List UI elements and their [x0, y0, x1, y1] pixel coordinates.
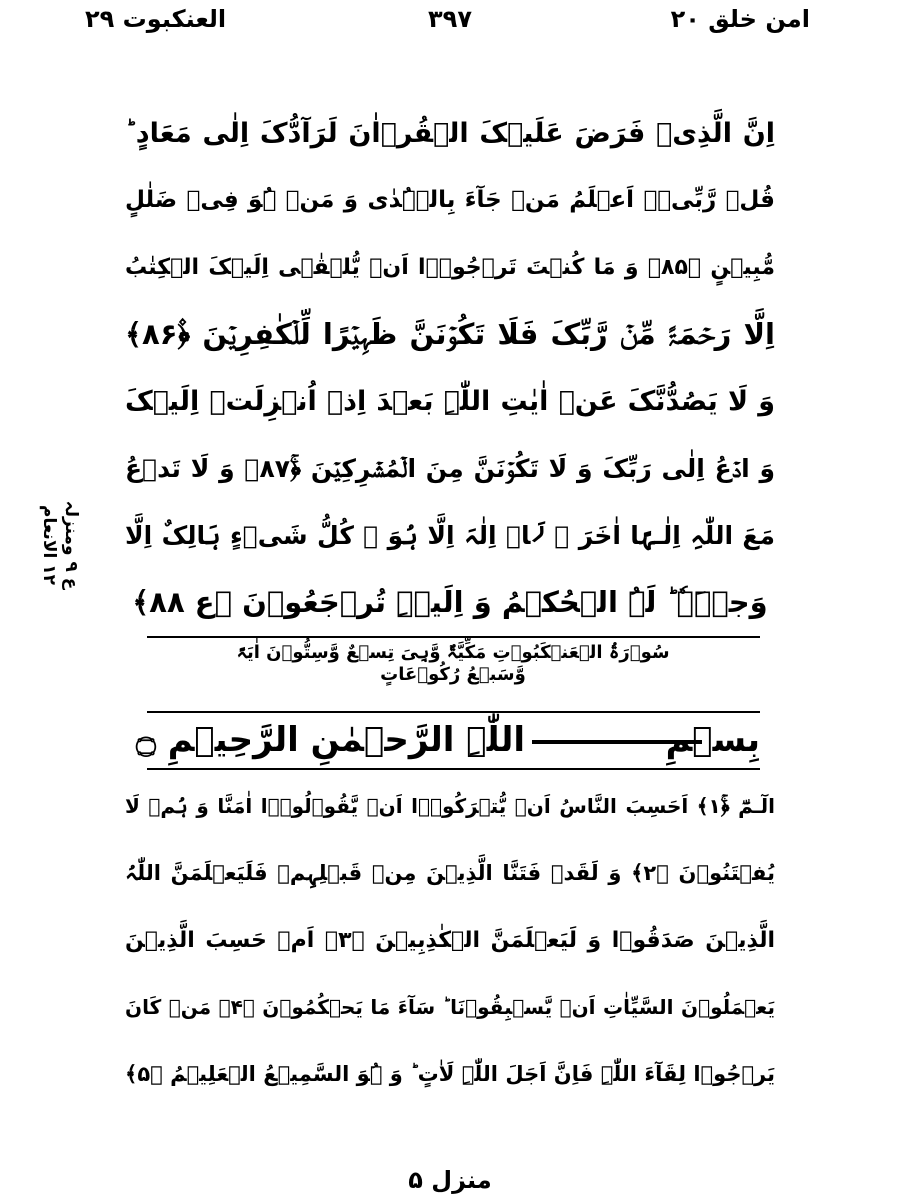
page-number: ٣٩٧	[428, 5, 472, 33]
verse-line: اِنَّ الَّذِیۡ فَرَضَ عَلَیۡکَ الۡقُرۡاٰنَ لَرَآدُّکَ اِلٰی مَعَادٍ ؕ	[125, 118, 775, 149]
verse-line: یَرۡجُوۡا لِقَآءَ اللّٰہِ فَاِنَّ اَجَلَ اللّٰہِ لَاٰتٍ ؕ وَ ہُوَ السَّمِیۡعُ الۡعَلِیۡمُ ﴿۵﴾	[125, 1062, 775, 1086]
verses-block-bottom	[125, 773, 775, 1108]
ruku-margin-note	[30, 480, 90, 610]
verse-line: وَ لَا یَصُدُّنَّکَ عَنۡ اٰیٰتِ اللّٰہِ بَعۡدَ اِذۡ اُنۡزِلَتۡ اِلَیۡکَ	[125, 386, 775, 417]
verse-line: مُّبِیۡنٍ ﴿۸۵﴾ وَ مَا کُنۡتَ تَرۡجُوۡۤا اَنۡ یُّلۡقٰۤی اِلَیۡکَ الۡکِتٰبُ	[125, 255, 775, 280]
verse-line: یُفۡتَنُوۡنَ ﴿۲﴾ وَ لَقَدۡ فَتَنَّا الَّذِیۡنَ مِنۡ قَبۡلِہِمۡ فَلَیَعۡلَمَنَّ اللّٰہُ	[125, 861, 775, 885]
page-header	[0, 0, 900, 40]
verse-line: مَعَ اللّٰہِ اِلٰـہًا اٰخَرَ ۘ لَاۤ اِلٰہَ اِلَّا ہُوَ ۟ کُلُّ شَیۡءٍ ہَالِکٌ اِلَّا	[125, 521, 775, 550]
manzil-footer: منزل ۵	[408, 1166, 492, 1194]
ruku-note-line-2: ۱۲ الانعام	[39, 504, 59, 585]
basmala-elongation	[532, 740, 702, 744]
divider-bottom	[147, 768, 760, 770]
verse-line: قُلۡ رَّبِّیۡۤ اَعۡلَمُ مَنۡ جَآءَ بِالۡہُدٰی وَ مَنۡ ہُوَ فِیۡ ضَلٰلٍ	[125, 187, 775, 213]
para-name: امن خلق ٢٠	[670, 5, 810, 33]
surah-title-banner	[150, 642, 756, 706]
divider-top	[147, 636, 760, 638]
verses-block-top	[125, 100, 775, 636]
basmala	[135, 714, 760, 766]
verse-line: الٓـمّٓ ﴿ۚ۱﴾ اَحَسِبَ النَّاسُ اَنۡ یُّتۡرَکُوۡۤا اَنۡ یَّقُوۡلُوۡۤا اٰمَنَّا وَ ہُمۡ لَا	[125, 794, 775, 818]
verse-line: یَعۡمَلُوۡنَ السَّیِّاٰتِ اَنۡ یَّسۡبِقُوۡنَا ؕ سَآءَ مَا یَحۡکُمُوۡنَ ﴿۴﴾ مَنۡ کَانَ	[125, 995, 775, 1019]
basmala-start: بِسۡمِ	[665, 720, 760, 760]
verse-line: وَجۡہَہٗ ؕ لَہُ الۡحُکۡمُ وَ اِلَیۡہِ تُرۡجَعُوۡنَ ﴿ع ۸۸﴾	[132, 585, 768, 619]
verse-line: اِلَّا رَحۡمَۃً مِّنۡ رَّبِّکَ فَلَا تَکُوۡنَنَّ ظَہِیۡرًا لِّلۡکٰفِرِیۡنَ ﴿۫۸۶﴾	[125, 317, 775, 351]
verse-line: وَ ادۡعُ اِلٰی رَبِّکَ وَ لَا تَکُوۡنَنَّ مِنَ الۡمُشۡرِکِیۡنَ ﴿ۚ۸۷﴾ وَ لَا تَدۡعُ	[125, 454, 775, 483]
verse-line: الَّذِیۡنَ صَدَقُوۡا وَ لَیَعۡلَمَنَّ الۡکٰذِبِیۡنَ ﴿۳﴾ اَمۡ حَسِبَ الَّذِیۡنَ	[125, 928, 775, 953]
ruku-note-line-1: ع ۹ ومنزلہ	[61, 500, 81, 590]
divider-middle	[147, 711, 760, 713]
basmala-end: اللّٰہِ الرَّحۡمٰنِ الرَّحِیۡمِ ۝	[135, 720, 525, 760]
surah-title-line-2: وَّسَبۡعُ رُکُوۡعَاتٍ	[380, 664, 526, 685]
surah-title-line-1: سُوۡرَۃُ الۡعَنۡکَبُوۡتِ مَکِّیَّۃٌ وَّہِیَ تِسۡعٌ وَّسِتُّوۡنَ اٰیَۃً	[236, 642, 670, 663]
surah-name-header: العنكبوت ٢٩	[85, 5, 227, 33]
